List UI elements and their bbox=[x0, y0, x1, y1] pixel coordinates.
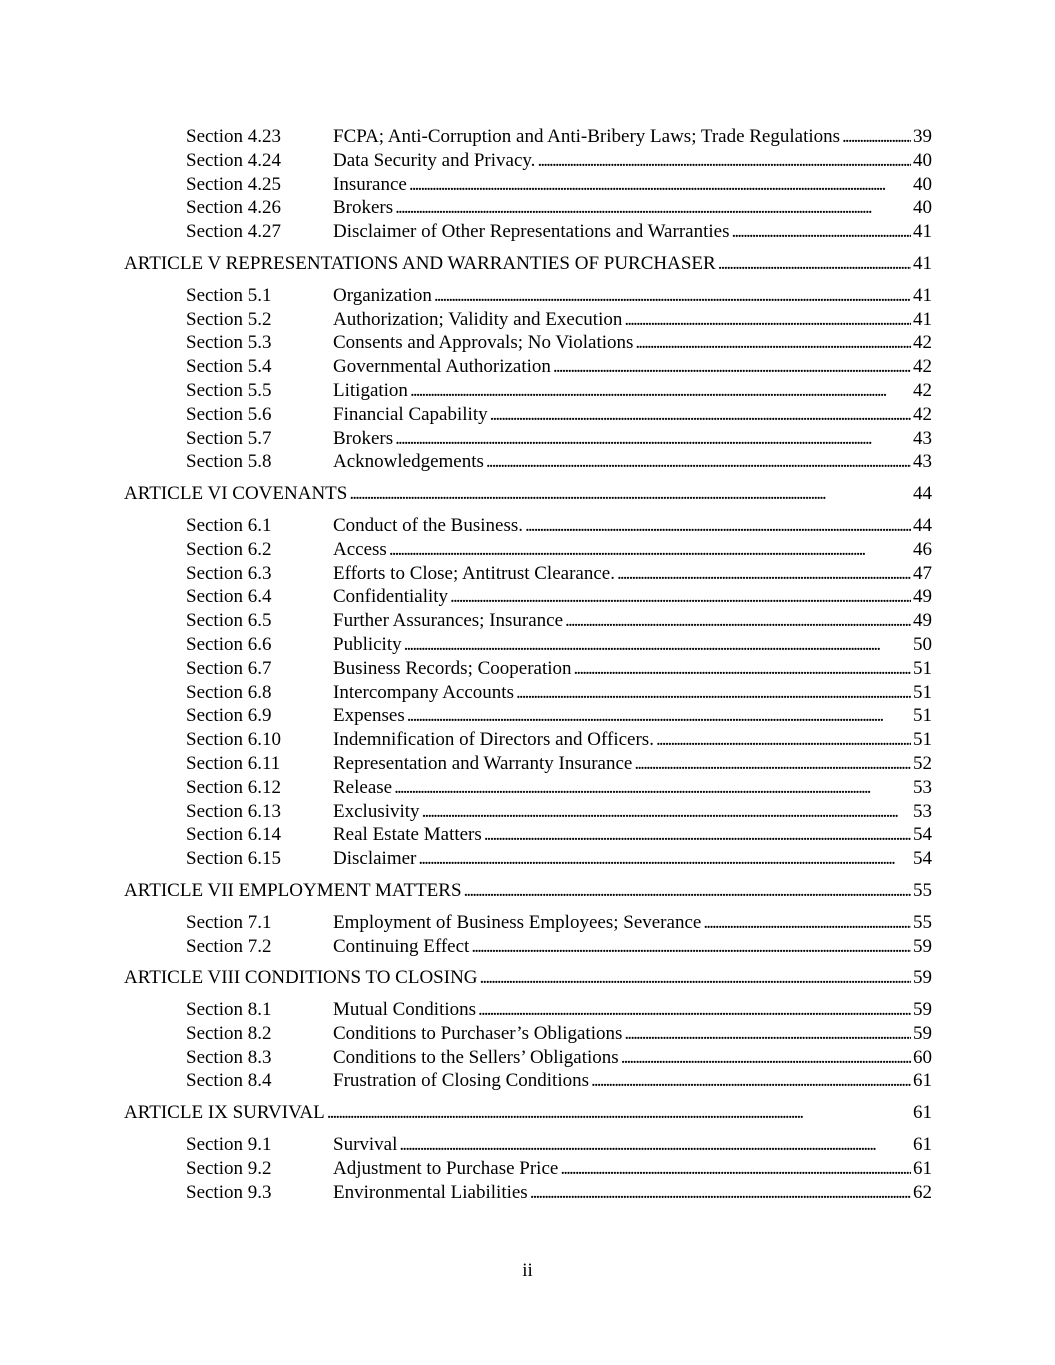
toc-section-number: Section 6.8 bbox=[186, 681, 272, 703]
toc-section-title: Brokers bbox=[333, 197, 394, 219]
toc-page-number: 40 bbox=[913, 149, 932, 171]
toc-section-number: Section 6.10 bbox=[186, 729, 281, 751]
toc-section-row[interactable] bbox=[124, 800, 932, 824]
toc-page-number: 49 bbox=[913, 586, 932, 608]
toc-section-number: Section 4.23 bbox=[186, 126, 281, 147]
toc-section-row[interactable] bbox=[124, 149, 932, 173]
dot-leader bbox=[635, 331, 911, 355]
toc-section-row[interactable] bbox=[124, 776, 932, 800]
toc-section-row[interactable] bbox=[124, 355, 932, 379]
toc-article-row[interactable] bbox=[124, 966, 932, 990]
toc-page-number: 55 bbox=[913, 879, 932, 901]
toc-section-number: Section 6.3 bbox=[186, 562, 272, 584]
toc-article-title: ARTICLE VI COVENANTS bbox=[124, 483, 348, 505]
toc-article-row[interactable] bbox=[124, 1101, 932, 1125]
toc-section-number: Section 8.1 bbox=[186, 999, 272, 1021]
toc-section-title: Governmental Authorization bbox=[333, 356, 551, 378]
toc-section-number: Section 4.25 bbox=[186, 173, 281, 195]
toc-page-number: 44 bbox=[913, 514, 932, 536]
toc-section-title: Authorization; Validity and Execution bbox=[333, 308, 623, 330]
page-number-footer: ii bbox=[522, 1260, 533, 1281]
toc-section-row[interactable] bbox=[124, 1157, 932, 1181]
toc-section-number: Section 8.4 bbox=[186, 1070, 272, 1092]
toc-section-title: Conduct of the Business. bbox=[333, 514, 523, 536]
toc-section-title: Indemnification of Directors and Officers. bbox=[333, 729, 654, 751]
dot-leader bbox=[731, 220, 911, 244]
dot-leader bbox=[718, 252, 911, 276]
toc-article-title: ARTICLE V REPRESENTATIONS AND WARRANTIES OF PURCHASER bbox=[124, 252, 716, 274]
toc-page-number: 42 bbox=[913, 356, 932, 378]
toc-page-number: 39 bbox=[913, 126, 932, 147]
toc-page-number: 59 bbox=[913, 999, 932, 1021]
toc-article-row[interactable] bbox=[124, 482, 932, 506]
toc-section-title: Expenses bbox=[333, 705, 405, 727]
toc-section-title: Further Assurances; Insurance bbox=[333, 610, 564, 632]
dot-leader bbox=[450, 585, 911, 609]
toc-section-title: Environmental Liabilities bbox=[333, 1181, 528, 1203]
toc-section-number: Section 6.11 bbox=[186, 752, 281, 774]
toc-section-title: Confidentiality bbox=[333, 586, 449, 608]
toc-page-number: 59 bbox=[913, 935, 932, 957]
toc-page-number: 47 bbox=[913, 562, 932, 584]
toc-section-row[interactable] bbox=[124, 196, 932, 220]
toc-section-title: Data Security and Privacy. bbox=[333, 149, 536, 171]
dot-leader bbox=[395, 196, 911, 220]
toc-section-title: Intercompany Accounts bbox=[333, 681, 514, 703]
dot-leader bbox=[591, 1069, 911, 1093]
dot-leader bbox=[553, 355, 911, 379]
toc-section-number: Section 5.5 bbox=[186, 379, 272, 401]
toc-page-number: 53 bbox=[913, 776, 932, 798]
toc-section-number: Section 6.6 bbox=[186, 633, 272, 655]
toc-section-row[interactable] bbox=[124, 657, 932, 681]
toc-section-row[interactable] bbox=[124, 1046, 932, 1070]
toc-page-number: 44 bbox=[913, 483, 932, 505]
toc-section-number: Section 5.8 bbox=[186, 451, 272, 473]
toc-section-row[interactable] bbox=[124, 379, 932, 403]
toc-section-row[interactable] bbox=[124, 125, 932, 149]
toc-page-number: 46 bbox=[913, 538, 932, 560]
dot-leader bbox=[624, 308, 911, 332]
dot-leader bbox=[703, 911, 911, 935]
dot-leader bbox=[404, 633, 911, 657]
toc-section-title: Efforts to Close; Antitrust Clearance. bbox=[333, 562, 615, 584]
toc-section-number: Section 5.3 bbox=[186, 332, 272, 354]
toc-section-title: Employment of Business Employees; Severance bbox=[333, 911, 702, 933]
toc-page-number: 51 bbox=[913, 681, 932, 703]
dot-leader bbox=[399, 1133, 911, 1157]
toc-section-number: Section 5.4 bbox=[186, 356, 272, 378]
toc-section-row[interactable] bbox=[124, 514, 932, 538]
toc-page-number: 62 bbox=[913, 1181, 932, 1203]
toc-page-number: 40 bbox=[913, 197, 932, 219]
toc-section-row[interactable] bbox=[124, 173, 932, 197]
toc-section-row[interactable] bbox=[124, 284, 932, 308]
toc-page-number: 61 bbox=[913, 1134, 932, 1156]
toc-page-number: 51 bbox=[913, 705, 932, 727]
toc-section-title: Adjustment to Purchase Price bbox=[333, 1157, 559, 1179]
toc-section-title: Disclaimer bbox=[333, 848, 417, 870]
toc-section-title: Publicity bbox=[333, 633, 402, 655]
toc-page-number: 51 bbox=[913, 657, 932, 679]
dot-leader bbox=[656, 728, 911, 752]
toc-section-number: Section 8.3 bbox=[186, 1046, 272, 1068]
toc-article-row[interactable] bbox=[124, 252, 932, 276]
dot-leader bbox=[389, 538, 911, 562]
toc-section-title: Organization bbox=[333, 284, 432, 306]
toc-section-row[interactable] bbox=[124, 331, 932, 355]
toc-section-number: Section 6.5 bbox=[186, 610, 272, 632]
toc-section-number: Section 4.26 bbox=[186, 197, 281, 219]
dot-leader bbox=[464, 879, 911, 903]
toc-page-number: 41 bbox=[913, 308, 932, 330]
dot-leader bbox=[349, 482, 911, 506]
dot-leader bbox=[422, 800, 911, 824]
toc-page-number: 42 bbox=[913, 332, 932, 354]
dot-leader bbox=[842, 125, 911, 149]
toc-section-title: Litigation bbox=[333, 379, 408, 401]
toc-page-number: 53 bbox=[913, 800, 932, 822]
toc-section-row[interactable] bbox=[124, 823, 932, 847]
table-of-contents bbox=[124, 125, 932, 1204]
dot-leader bbox=[574, 657, 911, 681]
toc-article-row[interactable] bbox=[124, 879, 932, 903]
toc-section-number: Section 9.2 bbox=[186, 1157, 272, 1179]
dot-leader bbox=[395, 427, 911, 451]
toc-section-title: Real Estate Matters bbox=[333, 824, 482, 846]
toc-section-title: Brokers bbox=[333, 427, 394, 449]
toc-page-number: 42 bbox=[913, 379, 932, 401]
dot-leader bbox=[471, 935, 911, 959]
toc-section-title: Exclusivity bbox=[333, 800, 420, 822]
toc-section-title: Conditions to Purchaser’s Obligations bbox=[333, 1022, 623, 1044]
toc-section-row[interactable] bbox=[124, 585, 932, 609]
toc-section-row[interactable] bbox=[124, 450, 932, 474]
toc-section-title: Conditions to the Sellers’ Obligations bbox=[333, 1046, 619, 1068]
dot-leader bbox=[530, 1181, 911, 1205]
toc-page-number: 43 bbox=[913, 451, 932, 473]
toc-section-row[interactable] bbox=[124, 308, 932, 332]
toc-section-number: Section 6.9 bbox=[186, 705, 272, 727]
toc-section-row[interactable] bbox=[124, 935, 932, 959]
toc-section-number: Section 5.7 bbox=[186, 427, 272, 449]
toc-page-number: 42 bbox=[913, 403, 932, 425]
toc-section-title: Financial Capability bbox=[333, 403, 488, 425]
toc-section-number: Section 4.24 bbox=[186, 149, 281, 171]
toc-section-title: Consents and Approvals; No Violations bbox=[333, 332, 634, 354]
toc-section-title: Release bbox=[333, 776, 393, 798]
toc-section-row[interactable] bbox=[124, 1069, 932, 1093]
dot-leader bbox=[407, 704, 911, 728]
toc-section-title: Business Records; Cooperation bbox=[333, 657, 572, 679]
toc-page-number: 49 bbox=[913, 610, 932, 632]
toc-section-row[interactable] bbox=[124, 1181, 932, 1205]
toc-section-title: Survival bbox=[333, 1134, 398, 1156]
toc-section-row[interactable] bbox=[124, 1133, 932, 1157]
toc-section-row[interactable] bbox=[124, 681, 932, 705]
toc-section-row[interactable] bbox=[124, 220, 932, 244]
dot-leader bbox=[480, 966, 911, 990]
toc-section-title: Frustration of Closing Conditions bbox=[333, 1070, 589, 1092]
toc-section-number: Section 4.27 bbox=[186, 221, 281, 243]
toc-page-number: 59 bbox=[913, 1022, 932, 1044]
toc-section-number: Section 7.1 bbox=[186, 911, 272, 933]
toc-section-title: Disclaimer of Other Representations and Warranties bbox=[333, 221, 730, 243]
toc-page-number: 41 bbox=[913, 284, 932, 306]
toc-section-number: Section 6.15 bbox=[186, 848, 281, 870]
toc-page-number: 50 bbox=[913, 633, 932, 655]
toc-section-title: Acknowledgements bbox=[333, 451, 484, 473]
dot-leader bbox=[486, 450, 911, 474]
toc-section-title: FCPA; Anti-Corruption and Anti-Bribery Laws; Trade Regulations bbox=[333, 126, 841, 147]
toc-section-row[interactable] bbox=[124, 427, 932, 451]
toc-section-row[interactable] bbox=[124, 633, 932, 657]
dot-leader bbox=[418, 847, 911, 871]
toc-section-row[interactable] bbox=[124, 403, 932, 427]
toc-article-title: ARTICLE IX SURVIVAL bbox=[124, 1102, 325, 1124]
toc-section-number: Section 6.4 bbox=[186, 586, 272, 608]
dot-leader bbox=[434, 284, 911, 308]
dot-leader bbox=[537, 149, 911, 173]
dot-leader bbox=[560, 1157, 911, 1181]
toc-section-title: Representation and Warranty Insurance bbox=[333, 752, 633, 774]
toc-section-number: Section 9.1 bbox=[186, 1134, 272, 1156]
dot-leader bbox=[409, 173, 911, 197]
toc-page-number: 61 bbox=[913, 1070, 932, 1092]
dot-leader bbox=[525, 514, 911, 538]
dot-leader bbox=[327, 1101, 911, 1125]
toc-page-number: 61 bbox=[913, 1157, 932, 1179]
toc-section-row[interactable] bbox=[124, 728, 932, 752]
dot-leader bbox=[617, 562, 911, 586]
toc-page-number: 41 bbox=[913, 221, 932, 243]
toc-section-number: Section 6.2 bbox=[186, 538, 272, 560]
toc-section-number: Section 6.7 bbox=[186, 657, 272, 679]
toc-section-row[interactable] bbox=[124, 562, 932, 586]
toc-section-number: Section 6.13 bbox=[186, 800, 281, 822]
dot-leader bbox=[410, 379, 911, 403]
toc-page-number: 43 bbox=[913, 427, 932, 449]
dot-leader bbox=[478, 998, 911, 1022]
toc-section-row[interactable] bbox=[124, 609, 932, 633]
toc-section-number: Section 5.1 bbox=[186, 284, 272, 306]
toc-section-number: Section 7.2 bbox=[186, 935, 272, 957]
toc-section-number: Section 6.12 bbox=[186, 776, 281, 798]
toc-page-number: 51 bbox=[913, 729, 932, 751]
toc-page-number: 40 bbox=[913, 173, 932, 195]
dot-leader bbox=[634, 752, 911, 776]
toc-section-number: Section 9.3 bbox=[186, 1181, 272, 1203]
dot-leader bbox=[484, 823, 911, 847]
toc-section-number: Section 8.2 bbox=[186, 1022, 272, 1044]
toc-page-number: 55 bbox=[913, 911, 932, 933]
toc-page-number: 52 bbox=[913, 752, 932, 774]
toc-page-number: 61 bbox=[913, 1102, 932, 1124]
dot-leader bbox=[516, 681, 911, 705]
dot-leader bbox=[490, 403, 911, 427]
toc-section-title: Access bbox=[333, 538, 387, 560]
toc-page-number: 41 bbox=[913, 252, 932, 274]
toc-section-row[interactable] bbox=[124, 752, 932, 776]
toc-page-number: 54 bbox=[913, 848, 932, 870]
toc-article-title: ARTICLE VII EMPLOYMENT MATTERS bbox=[124, 879, 462, 901]
toc-section-title: Insurance bbox=[333, 173, 407, 195]
toc-section-row[interactable] bbox=[124, 911, 932, 935]
toc-section-row[interactable] bbox=[124, 1022, 932, 1046]
toc-section-row[interactable] bbox=[124, 704, 932, 728]
toc-section-number: Section 6.1 bbox=[186, 514, 272, 536]
toc-page-number: 59 bbox=[913, 967, 932, 989]
dot-leader bbox=[624, 1022, 911, 1046]
toc-section-row[interactable] bbox=[124, 847, 932, 871]
toc-section-number: Section 5.2 bbox=[186, 308, 272, 330]
toc-section-title: Continuing Effect bbox=[333, 935, 470, 957]
toc-article-title: ARTICLE VIII CONDITIONS TO CLOSING bbox=[124, 967, 478, 989]
toc-section-number: Section 6.14 bbox=[186, 824, 281, 846]
toc-page-number: 54 bbox=[913, 824, 932, 846]
toc-page-number: 60 bbox=[913, 1046, 932, 1068]
toc-section-number: Section 5.6 bbox=[186, 403, 272, 425]
toc-section-row[interactable] bbox=[124, 998, 932, 1022]
dot-leader bbox=[565, 609, 911, 633]
toc-section-row[interactable] bbox=[124, 538, 932, 562]
dot-leader bbox=[621, 1046, 911, 1070]
toc-section-title: Mutual Conditions bbox=[333, 999, 477, 1021]
dot-leader bbox=[394, 776, 911, 800]
